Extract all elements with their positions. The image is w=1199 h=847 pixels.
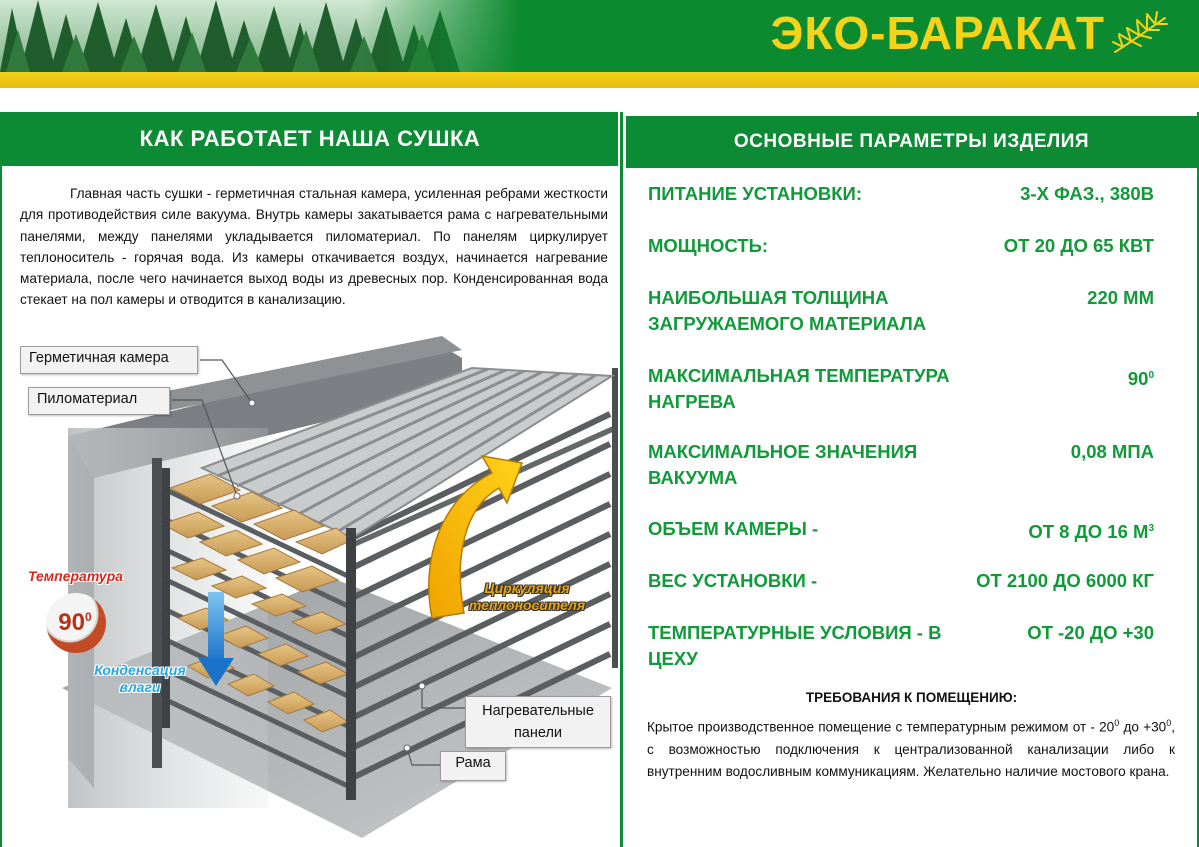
heating-panels-callout: Нагревательные панели	[465, 696, 611, 748]
brand-name: ЭКО-БАРАКАТ	[770, 7, 1105, 59]
param-row	[648, 620, 1158, 672]
param-name: МОЩНОСТЬ:	[648, 235, 769, 256]
param-row	[648, 516, 1158, 542]
param-name: ТЕМПЕРАТУРНЫЕ УСЛОВИЯ - В ЦЕХУ	[648, 622, 942, 669]
param-name: НАИБОЛЬШАЯ ТОЛЩИНА ЗАГРУЖАЕМОГО МАТЕРИАЛА	[648, 287, 927, 334]
param-row	[648, 439, 1158, 491]
frame-callout: Рама	[440, 751, 506, 781]
param-value: ОТ 2100 ДО 6000 КГ	[976, 570, 1154, 591]
param-name: МАКСИМАЛЬНОЕ ЗНАЧЕНИЯ ВАКУУМА	[648, 441, 918, 488]
param-name: ПИТАНИЕ УСТАНОВКИ:	[648, 183, 862, 204]
param-row	[648, 285, 1158, 337]
forest-banner-image	[0, 0, 520, 72]
intro-paragraph: Главная часть сушки - герметичная стальная камера, усиленная ребрами жесткости для противодействия силе вакуума. Внутрь камеры закатывается рама с нагревательными панелями, между панелями укладывается пиломатериал. По панелям циркулирует теплоноситель - горячая вода. Из камеры откачивается воздух, начинается нагревание материала, после чего начинается выход воды из древесных пор. Конденсированная вода стекает на пол камеры и отводится в канализацию.	[20, 186, 608, 308]
parameters-title: ОСНОВНЫЕ ПАРАМЕТРЫ ИЗДЕЛИЯ	[626, 116, 1197, 168]
param-value: ОТ 20 ДО 65 КВТ	[1003, 235, 1154, 256]
requirements-text: Крытое производственное помещение с температурным режимом от - $20^0$ до $+30^0$, с возможностью подключения к централизованной канализации либо к внутренним водосливным коммуникациям. Желательно наличие мостового крана.	[647, 718, 1175, 779]
param-row	[648, 233, 1158, 259]
requirements-title: ТРЕБОВАНИЯ К ПОМЕЩЕНИЮ:	[805, 690, 1018, 705]
how-it-works-title: КАК РАБОТАЕТ НАША СУШКА	[2, 112, 618, 166]
param-value: 0,08 МПА	[1070, 441, 1154, 462]
brand-logo	[771, 6, 1169, 60]
param-row	[648, 568, 1158, 594]
param-row	[648, 181, 1158, 207]
pine-branch-icon	[1111, 8, 1169, 58]
temperature-badge	[46, 593, 106, 653]
header-yellow-band	[0, 72, 1199, 88]
page-header	[0, 0, 1199, 88]
param-value: 220 ММ	[1087, 287, 1154, 308]
column-divider	[620, 112, 623, 847]
param-value: 3-Х ФАЗ., 380В	[1020, 183, 1154, 204]
param-value: $90^0$	[1127, 368, 1154, 390]
temperature-value: $90^0$	[58, 609, 92, 636]
condensation-label: Конденсация влаги	[94, 662, 186, 695]
param-row	[648, 363, 1158, 415]
param-value: ОТ 8 ДО 16 $М^3$	[1028, 521, 1154, 543]
param-name: МАКСИМАЛЬНАЯ ТЕМПЕРАТУРА НАГРЕВА	[648, 365, 950, 412]
temperature-label: Температура	[28, 568, 124, 584]
chamber-callout: Герметичная камера	[20, 346, 198, 374]
circulation-label: Циркуляция теплоносителя	[468, 580, 586, 613]
param-name: ВЕС УСТАНОВКИ -	[648, 570, 818, 591]
param-value: ОТ -20 ДО +30	[1027, 622, 1154, 643]
lumber-callout: Пиломатериал	[28, 387, 170, 415]
param-name: ОБЪЕМ КАМЕРЫ -	[648, 518, 819, 539]
